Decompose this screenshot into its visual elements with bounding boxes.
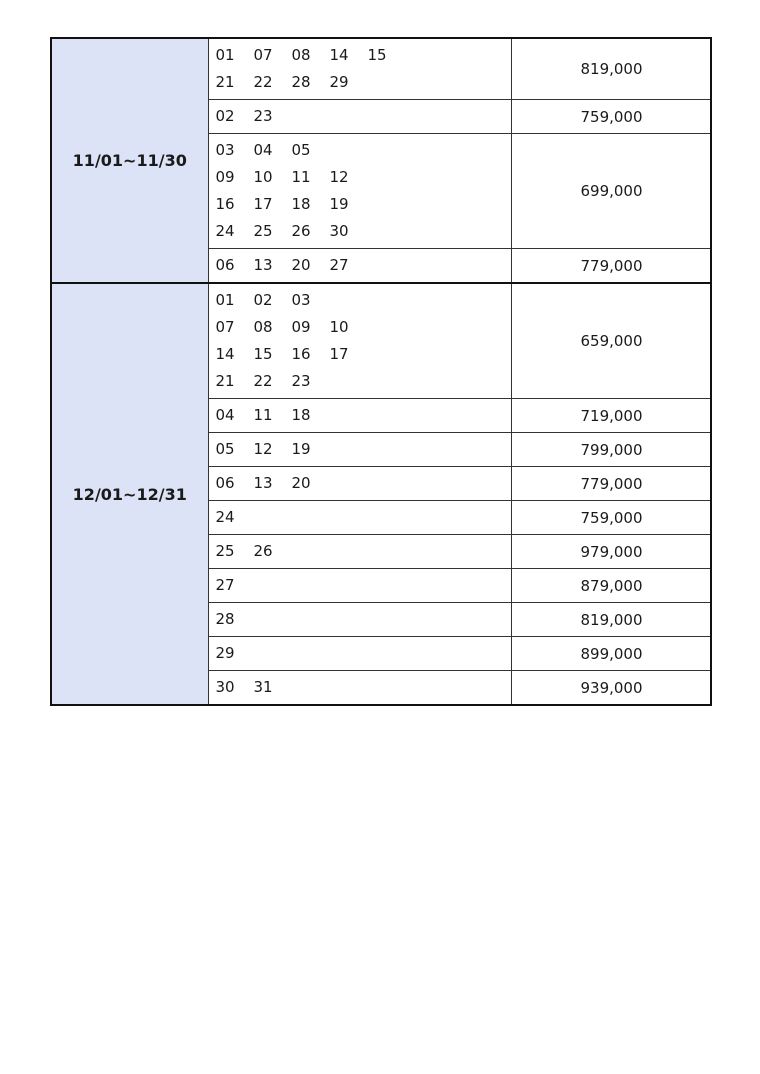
- date-line: [216, 504, 511, 531]
- dates-cell: [208, 603, 511, 637]
- date-value: 12: [253, 440, 273, 458]
- date-value: 08: [253, 318, 273, 336]
- date-value: 21: [215, 73, 235, 91]
- date-value: 15: [253, 345, 273, 363]
- dates-cell: [208, 501, 511, 535]
- price-value: 719,000: [580, 406, 643, 425]
- date-value: 29: [215, 644, 235, 662]
- date-value: 25: [253, 222, 273, 240]
- date-line: [216, 69, 511, 96]
- dates-cell: [208, 467, 511, 501]
- price-cell: [511, 134, 711, 249]
- date-value: 14: [215, 345, 235, 363]
- date-line: [216, 42, 511, 69]
- dates-cell: [208, 535, 511, 569]
- price-cell: [511, 433, 711, 467]
- date-value: 28: [291, 73, 311, 91]
- date-value: 09: [291, 318, 311, 336]
- dates-cell: [208, 637, 511, 671]
- price-value: 939,000: [580, 678, 643, 697]
- date-value: 02: [215, 107, 235, 125]
- date-value: 18: [291, 195, 311, 213]
- date-value: 04: [253, 141, 273, 159]
- price-value: 759,000: [580, 107, 643, 126]
- date-value: 18: [291, 406, 311, 424]
- date-line: [216, 252, 511, 279]
- date-line: [216, 470, 511, 497]
- date-value: 19: [291, 440, 311, 458]
- price-value: 819,000: [580, 60, 643, 78]
- dates-cell: [208, 399, 511, 433]
- table-row: [51, 283, 711, 399]
- date-line: [216, 436, 511, 463]
- date-value: 06: [215, 256, 235, 274]
- date-value: 22: [253, 372, 273, 390]
- date-value: 23: [291, 372, 311, 390]
- date-value: 10: [253, 168, 273, 186]
- date-value: 27: [215, 576, 235, 594]
- date-value: 20: [291, 474, 311, 492]
- date-value: 31: [253, 678, 273, 696]
- date-value: 28: [215, 610, 235, 628]
- date-value: 14: [329, 46, 349, 64]
- dates-cell: [208, 671, 511, 706]
- price-cell: [511, 569, 711, 603]
- price-cell: [511, 100, 711, 134]
- price-value: 659,000: [580, 332, 643, 350]
- date-value: 16: [215, 195, 235, 213]
- date-value: 05: [291, 141, 311, 159]
- date-value: 04: [215, 406, 235, 424]
- price-value: 759,000: [580, 508, 643, 527]
- price-cell: [511, 249, 711, 284]
- date-line: [216, 164, 511, 191]
- date-value: 11: [291, 168, 311, 186]
- date-value: 11: [253, 406, 273, 424]
- price-value: 879,000: [580, 576, 643, 595]
- price-cell: [511, 535, 711, 569]
- date-value: 17: [253, 195, 273, 213]
- dates-cell: [208, 100, 511, 134]
- date-line: [216, 640, 511, 667]
- price-value: 899,000: [580, 644, 643, 663]
- date-value: 22: [253, 73, 273, 91]
- date-value: 03: [291, 291, 311, 309]
- date-value: 01: [215, 46, 235, 64]
- date-line: [216, 402, 511, 429]
- table-row: [51, 38, 711, 100]
- date-value: 03: [215, 141, 235, 159]
- date-value: 10: [329, 318, 349, 336]
- dates-cell: [208, 249, 511, 284]
- date-line: [216, 606, 511, 633]
- date-line: [216, 368, 511, 395]
- date-value: 24: [215, 222, 235, 240]
- date-value: 15: [367, 46, 387, 64]
- date-line: [216, 314, 511, 341]
- date-value: 07: [215, 318, 235, 336]
- date-value: 01: [215, 291, 235, 309]
- price-value: 779,000: [580, 256, 643, 275]
- period-cell: 12/01~12/31: [51, 283, 208, 705]
- date-line: [216, 572, 511, 599]
- date-value: 19: [329, 195, 349, 213]
- date-value: 05: [215, 440, 235, 458]
- date-value: 12: [329, 168, 349, 186]
- price-cell: [511, 38, 711, 100]
- price-table: [50, 37, 712, 706]
- date-value: 30: [329, 222, 349, 240]
- price-cell: [511, 283, 711, 399]
- date-value: 16: [291, 345, 311, 363]
- date-value: 08: [291, 46, 311, 64]
- date-value: 07: [253, 46, 273, 64]
- date-value: 30: [215, 678, 235, 696]
- date-value: 06: [215, 474, 235, 492]
- date-line: [216, 137, 511, 164]
- date-line: [216, 538, 511, 565]
- price-value: 779,000: [580, 474, 643, 493]
- date-value: 02: [253, 291, 273, 309]
- price-cell: [511, 671, 711, 706]
- date-value: 21: [215, 372, 235, 390]
- date-line: [216, 341, 511, 368]
- date-line: [216, 218, 511, 245]
- dates-cell: [208, 283, 511, 399]
- date-value: 13: [253, 474, 273, 492]
- price-cell: [511, 501, 711, 535]
- price-cell: [511, 467, 711, 501]
- date-value: 17: [329, 345, 349, 363]
- date-line: [216, 103, 511, 130]
- price-cell: [511, 603, 711, 637]
- period-cell: 11/01~11/30: [51, 38, 208, 283]
- price-value: 699,000: [580, 182, 643, 200]
- price-cell: [511, 637, 711, 671]
- dates-cell: [208, 134, 511, 249]
- dates-cell: [208, 569, 511, 603]
- date-value: 13: [253, 256, 273, 274]
- date-value: 27: [329, 256, 349, 274]
- dates-cell: [208, 38, 511, 100]
- date-value: 23: [253, 107, 273, 125]
- date-value: 26: [291, 222, 311, 240]
- price-table-body: [51, 38, 711, 705]
- date-line: [216, 191, 511, 218]
- date-line: [216, 674, 511, 701]
- date-line: [216, 287, 511, 314]
- price-value: 799,000: [580, 440, 643, 459]
- date-value: 24: [215, 508, 235, 526]
- date-value: 09: [215, 168, 235, 186]
- date-value: 20: [291, 256, 311, 274]
- price-value: 819,000: [580, 610, 643, 629]
- date-value: 29: [329, 73, 349, 91]
- date-value: 25: [215, 542, 235, 560]
- date-value: 26: [253, 542, 273, 560]
- dates-cell: [208, 433, 511, 467]
- price-value: 979,000: [580, 542, 643, 561]
- price-cell: [511, 399, 711, 433]
